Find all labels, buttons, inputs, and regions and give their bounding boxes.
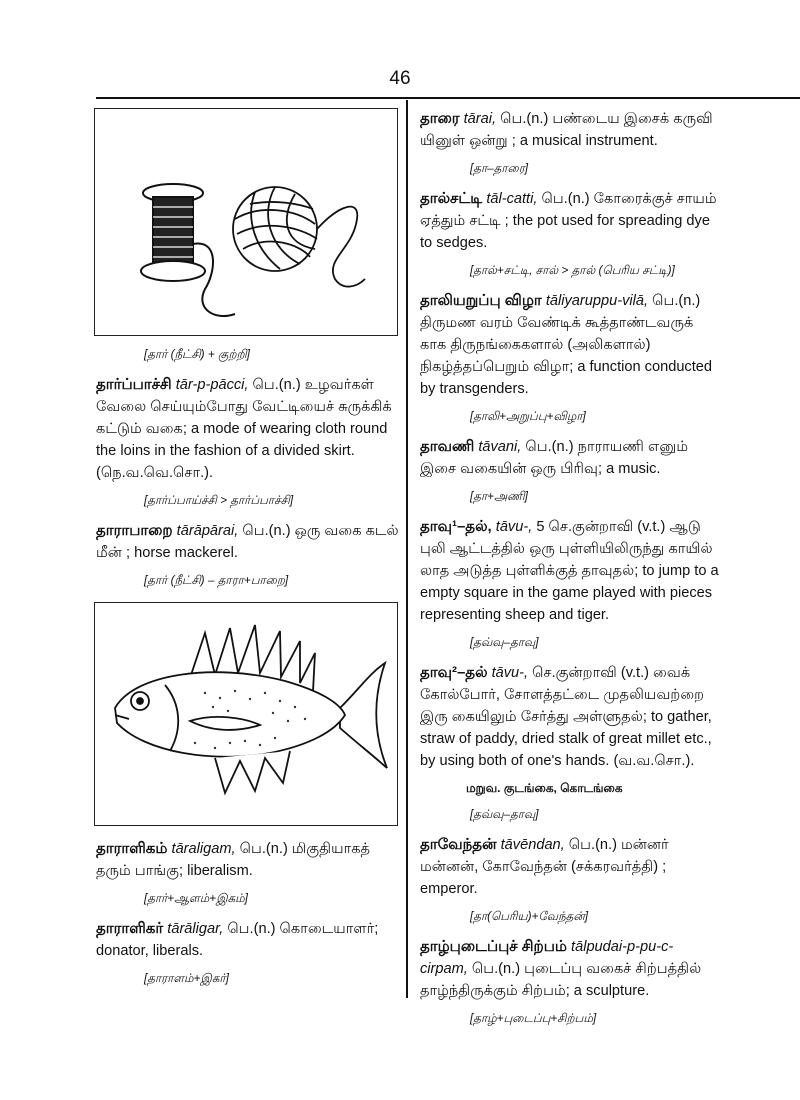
transliteration: tāvēndan, — [500, 837, 565, 853]
transliteration: tāl-catti, — [486, 191, 538, 207]
etymology: [தார்+ஆளம்+இகம்] — [144, 891, 248, 905]
entry-tavani — [420, 436, 720, 480]
entry-tavendan — [420, 834, 720, 900]
headword: தாவு¹–தல், — [420, 518, 492, 535]
etymology: [தா–தாரை] — [470, 161, 529, 175]
etymology: [தாழ்+புடைப்பு+சிற்பம்] — [470, 1011, 597, 1025]
transliteration: tāraligam, — [171, 841, 236, 857]
entry-tavu-2 — [420, 662, 720, 772]
transliteration: tārai, — [463, 111, 497, 127]
transliteration: tāliyaruppu-vilā, — [545, 293, 649, 309]
headword: தாரை — [420, 110, 460, 127]
entry-tarapparai — [96, 520, 402, 564]
headword: தாவேந்தன் — [420, 836, 497, 853]
synonym-note: மறுவ. குடங்கை, கொடங்கை — [466, 781, 623, 795]
entry-tavu-1 — [420, 516, 720, 626]
definition: பெ.(n.) கோரைக்குச் சாயம் ஏத்தும் சட்டி ; the pot used for spreading dye to sedges. — [420, 191, 717, 251]
entry-tarai — [420, 108, 720, 152]
definition: பெ.(n.) ஒரு வகை கடல் மீன் ; horse mackerel. — [96, 523, 399, 561]
entry-taraligam — [96, 838, 402, 882]
right-column — [420, 108, 720, 1038]
entry-talpudaippu-cirpam — [420, 936, 720, 1002]
entry-tarppacci — [96, 374, 402, 484]
headword: தார்ப்பாச்சி — [96, 376, 172, 393]
definition: பெ.(n.) மிகுதியாகத் தரும் பாங்கு; liberalism. — [96, 841, 371, 879]
etymology: [தா+அணி] — [470, 489, 528, 503]
definition: பெ.(n.) புடைப்பு வகைச் சிற்பத்தில் தாழ்ந்திருக்கும் சிற்பம்; a sculpture. — [420, 961, 702, 999]
headword: தாராளிகர் — [96, 920, 164, 937]
definition: பெ.(n.) நாராயணி எனும் இசை வகையின் ஒரு பிரிவு; a music. — [420, 439, 689, 477]
headword: தாழ்புடைப்புச் சிற்பம் — [420, 938, 567, 955]
headword: தாலியறுப்பு விழா — [420, 292, 542, 309]
figure-caption: [தார் (நீட்சி) + குற்றி] — [144, 347, 250, 361]
entry-taraligar — [96, 918, 402, 962]
headword: தாராபாறை — [96, 522, 173, 539]
etymology: [தா(பெரிய)+வேந்தன்] — [470, 909, 589, 923]
page-number: 46 — [389, 68, 411, 89]
definition: 5 செ.குன்றாவி (v.t.) ஆடு புலி ஆட்டத்தில் ஒரு புள்ளியிலிருந்து காயில் லாத அடுத்த புள்ளிக்குத் தாவுதல்; to jump to a empty square in the game played with pieces representing sheep and tiger. — [420, 519, 719, 623]
column-divider — [406, 100, 408, 998]
definition: செ.குன்றாவி (v.t.) வைக் கோல்போர், சோளத்தட்டை முதலியவற்றை இரு கையிலும் சேர்த்து அள்ளுதல்; to gather, straw of paddy, dried stalk of great millet etc., by using both of one's hands. (வ.வ.சொ.). — [420, 665, 712, 769]
etymology: [தார் (நீட்சி) – தாரா+பாறை] — [144, 573, 289, 587]
headword: தால்சட்டி — [420, 190, 483, 207]
transliteration: tārāligar, — [167, 921, 224, 937]
etymology: [தாராளம்+இகர்] — [144, 971, 229, 985]
headword: தாராளிகம் — [96, 840, 168, 857]
etymology: [தவ்வு–தாவு] — [470, 635, 539, 649]
definition: பெ.(n.) உழவர்கள் வேலை செய்யும்போது வேட்டியைச் சுருக்கிக் கட்டும் வகை; a mode of wearing cloth round the loins in the fashion of a divided skirt. (நெ.வ.வெ.சொ.). — [96, 377, 392, 481]
definition: பெ.(n.) பண்டைய இசைக் கருவி யினுள் ஒன்று ; a musical instrument. — [420, 111, 713, 149]
transliteration: tārāpārai, — [176, 523, 239, 539]
etymology: [தார்ப்பாய்ச்சி > தார்ப்பாச்சி] — [144, 493, 294, 507]
headword: தாவணி — [420, 438, 475, 455]
headword: தாவு²–தல் — [420, 664, 488, 681]
entry-talcatti — [420, 188, 720, 254]
etymology: [தவ்வு–தாவு] — [470, 807, 539, 821]
entry-taliyaruppu-vila — [420, 290, 720, 400]
definition: பெ.(n.) திருமண வரம் வேண்டிக் கூத்தாண்டவருக் காக திருநங்கைகளால் (அலிகளால்) நிகழ்த்தப்பெறும் விழா; a function conducted by transgenders. — [420, 293, 713, 397]
etymology: [தால்+சட்டி, சால் > தால் (பெரிய சட்டி)] — [470, 263, 675, 277]
etymology: [தாலி+அறுப்பு+விழா] — [470, 409, 586, 423]
header-rule — [96, 97, 800, 99]
fish-illustration — [94, 602, 398, 826]
thread-illustration — [94, 108, 398, 336]
definition: பெ.(n.) மன்னர் மன்னன், கோவேந்தன் (சக்கரவர்த்தி) ; emperor. — [420, 837, 669, 897]
left-column — [96, 108, 402, 998]
definition: பெ.(n.) கொடையாளர்; donator, liberals. — [96, 921, 379, 959]
transliteration: tāvu-, — [491, 665, 529, 681]
transliteration: tāvu-, — [495, 519, 533, 535]
transliteration: tālpudai-p-pu-c-cirpam, — [420, 939, 674, 977]
transliteration: tār-p-pācci, — [175, 377, 249, 393]
transliteration: tāvani, — [478, 439, 522, 455]
